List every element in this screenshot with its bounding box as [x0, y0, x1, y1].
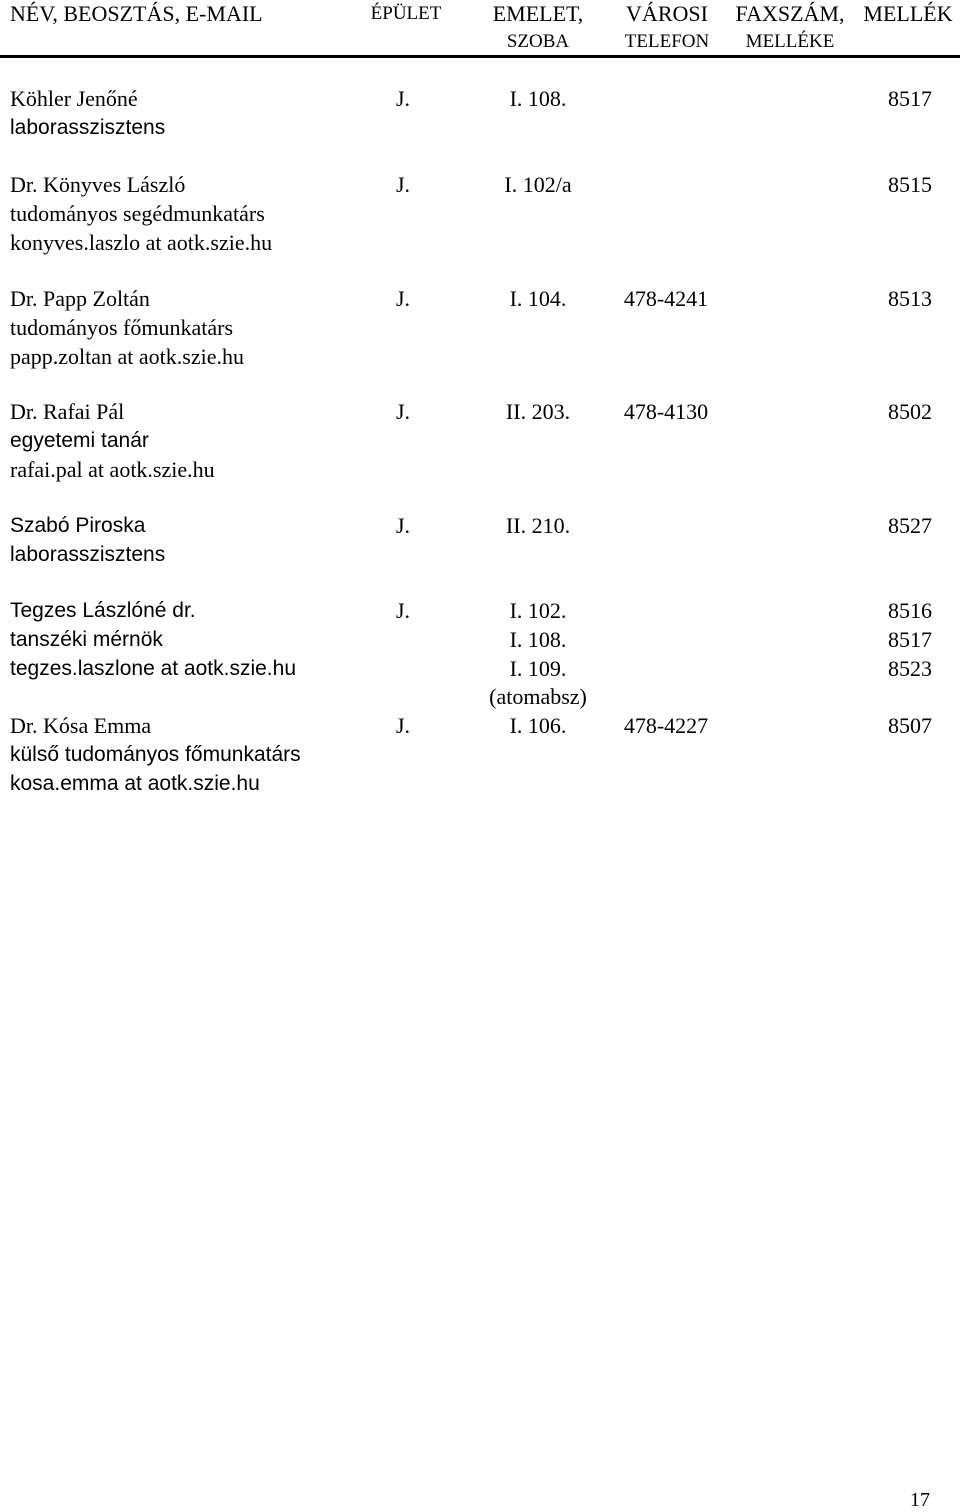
header-city-phone: VÁROSI TELEFON	[624, 1, 710, 52]
room: II. 203.	[505, 399, 571, 424]
building: J.	[396, 513, 411, 538]
person-name: Dr. Rafai Pál	[10, 399, 125, 424]
person-email: rafai.pal at aotk.szie.hu	[10, 457, 215, 482]
extension: 8513	[888, 286, 932, 311]
person-name: Dr. Kósa Emma	[10, 713, 152, 738]
city-phone: 478-4227	[623, 713, 709, 738]
person-name: Köhler Jenőné	[10, 86, 138, 111]
extension: 8523	[888, 656, 932, 681]
room: I. 104.	[509, 286, 567, 311]
building: J.	[396, 286, 411, 311]
room: I. 108.	[509, 86, 567, 111]
person-email: papp.zoltan at aotk.szie.hu	[10, 344, 244, 369]
person-title: tudományos segédmunkatárs	[10, 201, 265, 226]
header-extension: MELLÉK	[863, 1, 953, 26]
city-phone: 478-4241	[623, 286, 709, 311]
building: J.	[396, 399, 411, 424]
extension: 8507	[888, 713, 932, 738]
person-email: tegzes.laszlone at aotk.szie.hu	[10, 657, 297, 680]
person-name: Dr. Könyves László	[10, 172, 186, 197]
extension: 8527	[888, 513, 932, 538]
person-name: Szabó Piroska	[10, 514, 146, 537]
extension: 8517	[888, 627, 932, 652]
header-fax: FAXSZÁM, MELLÉKE	[735, 1, 845, 52]
person-title: tanszéki mérnök	[10, 628, 163, 651]
table-header	[0, 0, 960, 58]
person-title: laborasszisztens	[10, 116, 166, 139]
person-title: tudományos főmunkatárs	[10, 315, 234, 340]
header-building: ÉPÜLET	[370, 3, 442, 24]
room: I. 108.	[509, 627, 567, 652]
person-name: Dr. Papp Zoltán	[10, 286, 150, 311]
room: I. 102/a	[504, 172, 572, 197]
room: I. 106.	[509, 713, 567, 738]
room: I. 109.	[509, 656, 567, 681]
building: J.	[396, 598, 411, 623]
person-title: külső tudományos főmunkatárs	[10, 743, 301, 766]
building: J.	[396, 713, 411, 738]
person-name: Tegzes Lászlóné dr.	[10, 599, 196, 622]
extension: 8516	[888, 598, 932, 623]
room: I. 102.	[509, 598, 567, 623]
room: II. 210.	[505, 513, 571, 538]
building: J.	[396, 86, 411, 111]
page-number: 17	[910, 1489, 930, 1511]
city-phone: 478-4130	[623, 399, 709, 424]
extension: 8515	[888, 172, 932, 197]
header-name: NÉV, BEOSZTÁS, E-MAIL	[10, 1, 263, 26]
extension: 8517	[888, 86, 932, 111]
room-note: (atomabsz)	[489, 684, 587, 709]
extension: 8502	[888, 399, 932, 424]
person-title: laborasszisztens	[10, 543, 166, 566]
person-email: konyves.laszlo at aotk.szie.hu	[10, 230, 273, 255]
header-rule	[0, 55, 960, 58]
header-floor-room: EMELET, SZOBA	[492, 1, 584, 52]
person-title: egyetemi tanár	[10, 429, 149, 452]
person-email: kosa.emma at aotk.szie.hu	[10, 772, 260, 795]
building: J.	[396, 172, 411, 197]
